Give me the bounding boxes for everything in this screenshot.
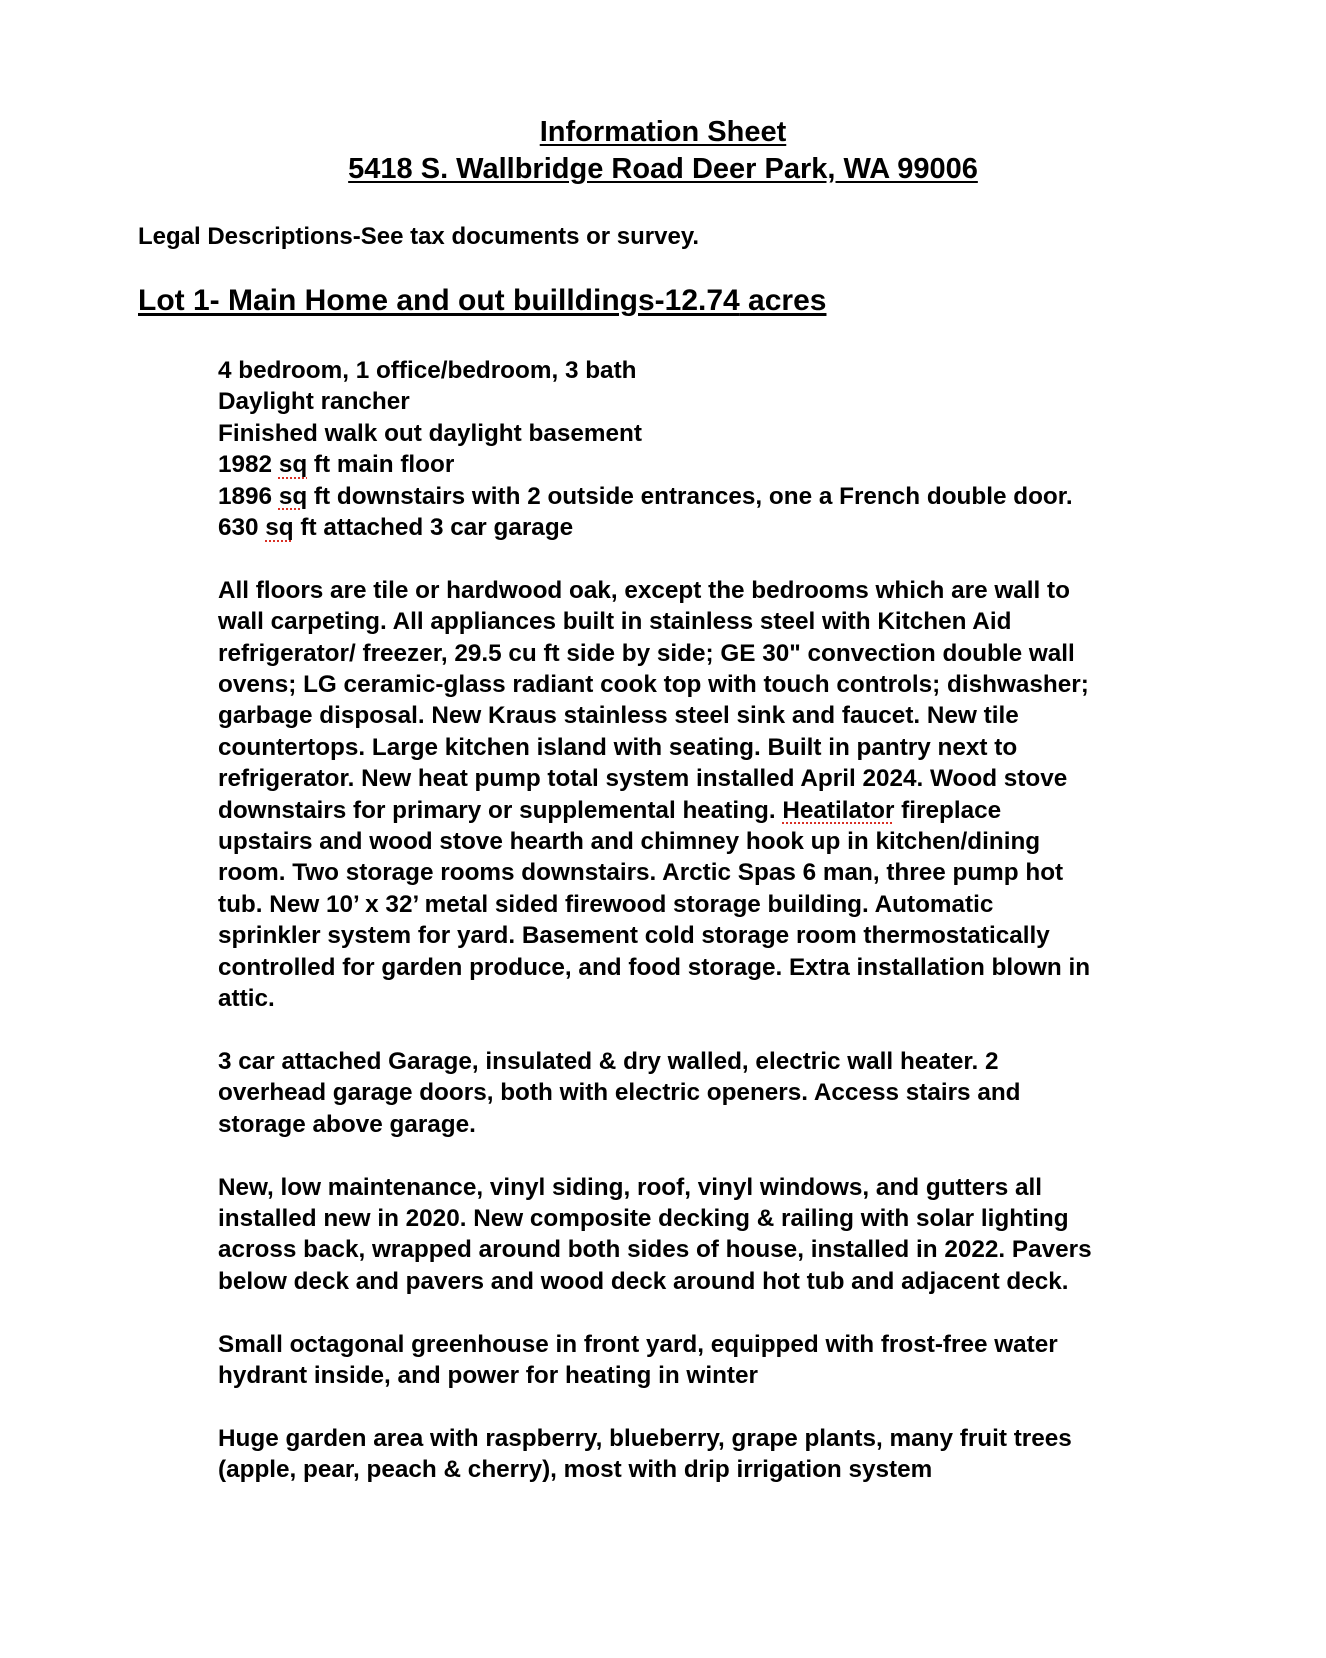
spellcheck-word: sq [278,451,308,479]
greenhouse-paragraph [218,1329,1198,1392]
text-line: overhead garage doors, both with electric openers. Access stairs and [218,1079,1021,1107]
lot-heading: Lot 1- Main Home and out builldings-12.74 acres [138,284,827,317]
document-title [0,114,1326,188]
text-line: storage above garage. [218,1110,476,1138]
text-line: Huge garden area with raspberry, blueberry, grape plants, many fruit trees [218,1424,1072,1452]
spec-line: 1896 sq ft downstairs with 2 outside entrances, one a French double door. [218,482,1073,510]
spellcheck-word: sq [265,514,294,542]
text-line: installed new in 2020. New composite decking & railing with solar lighting [218,1204,1069,1232]
text-line: across back, wrapped around both sides of house, installed in 2022. Pavers [218,1236,1092,1264]
interior-paragraph [218,575,1198,1015]
text-line: garbage disposal. New Kraus stainless steel sink and faucet. New tile [218,702,1019,730]
text-line: tub. New 10’ x 32’ metal sided firewood storage building. Automatic [218,890,994,918]
text-line: room. Two storage rooms downstairs. Arctic Spas 6 man, three pump hot [218,859,1064,887]
legal-descriptions: Legal Descriptions-See tax documents or survey. [138,223,700,250]
spec-line: 630 sq ft attached 3 car garage [218,514,574,542]
title-line-2: 5418 S. Wallbridge Road Deer Park, WA 99006 [348,153,978,185]
text-line: sprinkler system for yard. Basement cold storage room thermostatically [218,922,1050,950]
garage-paragraph [218,1046,1198,1140]
spec-line: Finished walk out daylight basement [218,419,642,447]
spec-line: Daylight rancher [218,388,410,416]
text-line: upstairs and wood stove hearth and chimney hook up in kitchen/dining [218,828,1041,856]
spec-line: 1982 sq ft main floor [218,451,455,479]
text-line: 3 car attached Garage, insulated & dry walled, electric wall heater. 2 [218,1047,999,1075]
garden-paragraph [218,1423,1198,1486]
spellcheck-word: Heatilator [782,796,895,824]
text-line: hydrant inside, and power for heating in winter [218,1361,758,1389]
specs-paragraph [218,355,1198,543]
text-line: controlled for garden produce, and food storage. Extra installation blown in [218,953,1091,981]
spec-line: 4 bedroom, 1 office/bedroom, 3 bath [218,357,637,384]
text-line: downstairs for primary or supplemental heating. Heatilator fireplace [218,796,1002,824]
text-line: ovens; LG ceramic-glass radiant cook top with touch controls; dishwasher; [218,671,1089,699]
text-line: countertops. Large kitchen island with seating. Built in pantry next to [218,733,1018,761]
text-line: below deck and pavers and wood deck around hot tub and adjacent deck. [218,1267,1069,1295]
text-line: refrigerator. New heat pump total system installed April 2024. Wood stove [218,765,1068,793]
text-line: All floors are tile or hardwood oak, except the bedrooms which are wall to [218,576,1070,604]
text-line: refrigerator/ freezer, 29.5 cu ft side by side; GE 30" convection double wall [218,639,1075,667]
text-line: New, low maintenance, vinyl siding, roof, vinyl windows, and gutters all [218,1173,1042,1201]
text-line: (apple, pear, peach & cherry), most with drip irrigation system [218,1456,933,1484]
text-line: Small octagonal greenhouse in front yard, equipped with frost-free water [218,1330,1058,1358]
exterior-paragraph [218,1172,1198,1298]
title-line-1: Information Sheet [539,116,787,148]
text-line: attic. [218,985,275,1013]
spellcheck-word: sq [278,482,308,510]
lot-details [218,355,1198,1517]
text-line: wall carpeting. All appliances built in stainless steel with Kitchen Aid [218,608,1012,636]
